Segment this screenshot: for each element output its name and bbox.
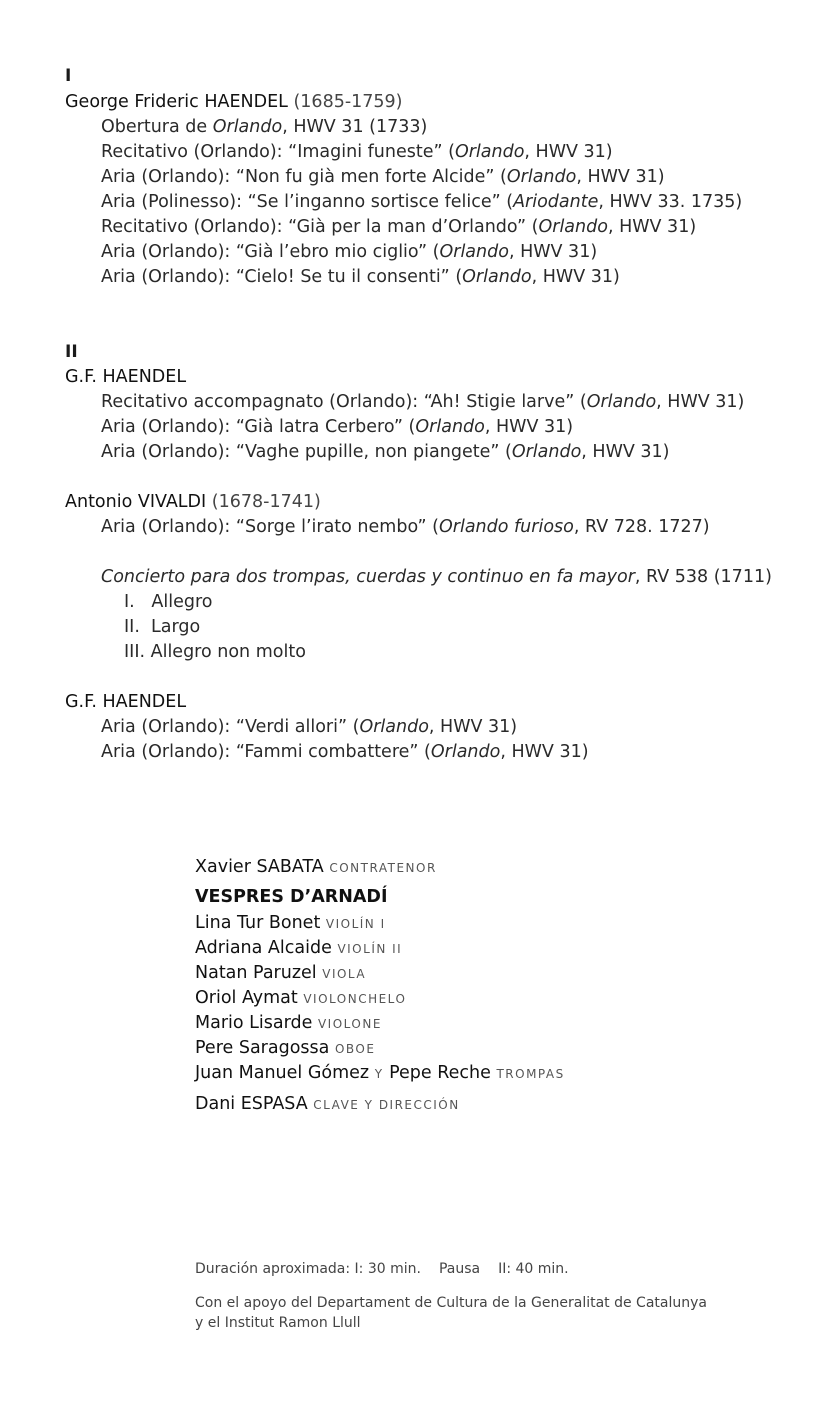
piece-catalog: , HWV 31) [576, 167, 665, 187]
member [195, 963, 366, 983]
work-title: Orlando [506, 167, 577, 187]
movement-item: II. Largo [124, 617, 201, 637]
performer-name: Lina Tur Bonet [195, 913, 321, 933]
performer-name: Pepe Reche [389, 1063, 491, 1083]
piece-catalog: , HWV 31) [484, 417, 574, 437]
work-title: Orlando [212, 117, 283, 137]
concerto-item [101, 565, 772, 590]
piece-item [101, 415, 573, 440]
piece-catalog: , HWV 33. 1735) [598, 192, 743, 212]
performer-role: TROMPAS [496, 1067, 565, 1081]
composer-name: Antonio VIVALDI [65, 492, 207, 512]
member [195, 988, 406, 1008]
duration-part2: II: 40 min. [498, 1261, 569, 1277]
piece-catalog: , HWV 31) [428, 717, 518, 737]
performer-name: Oriol Aymat [195, 988, 298, 1008]
composer-name: George Frideric HAENDEL [65, 92, 288, 112]
performer-name: Juan Manuel Gómez [195, 1063, 370, 1083]
piece-catalog: , HWV 31) [500, 742, 589, 762]
composer-haendel [65, 365, 186, 390]
soloist [195, 857, 437, 877]
movement-item: I. Allegro [124, 592, 213, 612]
composer-haendel [65, 690, 186, 715]
performer-role: VIOLONE [317, 1017, 382, 1031]
piece-item [101, 515, 710, 540]
piece-text: Aria (Orlando): “Già l’ebro mio ciglio” ( [101, 242, 440, 262]
piece-text: Aria (Orlando): “Fammi combattere” ( [101, 742, 431, 762]
piece-item [101, 240, 597, 265]
duration-part1: Duración aproximada: I: 30 min. [195, 1261, 421, 1277]
work-title: Orlando [439, 242, 509, 262]
piece-item [101, 390, 744, 415]
member [195, 1013, 382, 1033]
piece-text: Aria (Orlando): “Cielo! Se tu il consenti” ( [101, 267, 463, 287]
work-title: Orlando [454, 142, 525, 162]
composer-haendel [65, 90, 403, 115]
performer-role: OBOE [334, 1042, 376, 1056]
composer-name: G.F. HAENDEL [65, 692, 187, 712]
performer-name: Adriana Alcaide [195, 938, 332, 958]
composer-dates: (1685-1759) [293, 92, 403, 112]
ensemble-name [195, 887, 387, 907]
pause-label: Pausa [438, 1261, 481, 1277]
performer-name: Xavier SABATA [195, 857, 324, 877]
composer-name: G.F. HAENDEL [65, 367, 187, 387]
work-title: Ariodante [513, 192, 599, 212]
piece-text: Obertura de [101, 117, 213, 137]
member [195, 913, 386, 933]
piece-catalog: , HWV 31) [656, 392, 745, 412]
work-title: Concierto para dos trompas, cuerdas y continuo en fa mayor [101, 567, 635, 587]
conjunction: Y [374, 1067, 384, 1081]
piece-text: Aria (Orlando): “Non fu già men forte Alcide” ( [101, 167, 507, 187]
piece-text: Recitativo accompagnato (Orlando): “Ah! Stigie larve” ( [101, 392, 587, 412]
piece-catalog: , HWV 31) [524, 142, 613, 162]
piece-item [101, 265, 620, 290]
performer-role: VIOLÍN I [325, 917, 386, 931]
part-2-numeral: II [65, 342, 78, 362]
member [195, 938, 402, 958]
work-title: Orlando [359, 717, 429, 737]
piece-item [101, 740, 589, 765]
performer-name: Natan Paruzel [195, 963, 317, 983]
piece-item [101, 190, 742, 215]
work-title: Orlando [586, 392, 657, 412]
support-line-1: Con el apoyo del Departament de Cultura de la Generalitat de Catalunya [195, 1295, 707, 1311]
piece-text: Aria (Orlando): “Vaghe pupille, non piangete” ( [101, 442, 512, 462]
movement-item: III. Allegro non molto [124, 642, 306, 662]
piece-item [101, 440, 670, 465]
piece-text: Aria (Polinesso): “Se l’inganno sortisce felice” ( [101, 192, 514, 212]
work-title: Orlando furioso [439, 517, 574, 537]
duration-note [195, 1259, 569, 1279]
piece-catalog: , RV 728. 1727) [573, 517, 710, 537]
piece-catalog: , HWV 31) [581, 442, 670, 462]
ensemble-title: VESPRES D’ARNADÍ [195, 887, 388, 907]
piece-item [101, 140, 613, 165]
director [195, 1094, 460, 1114]
member [195, 1038, 375, 1058]
performer-role: VIOLA [322, 967, 367, 981]
piece-item [101, 165, 665, 190]
performer-role: CLAVE Y DIRECCIÓN [313, 1098, 460, 1112]
piece-catalog: , HWV 31 (1733) [282, 117, 428, 137]
piece-catalog: , RV 538 (1711) [634, 567, 772, 587]
performer-role: CONTRATENOR [329, 861, 437, 875]
horns [195, 1063, 565, 1083]
composer-vivaldi [65, 490, 321, 515]
work-title: Orlando [538, 217, 608, 237]
work-title: Orlando [462, 267, 532, 287]
piece-catalog: , HWV 31) [531, 267, 620, 287]
piece-text: Aria (Orlando): “Già latra Cerbero” ( [101, 417, 416, 437]
work-title: Orlando [415, 417, 485, 437]
work-title: Orlando [511, 442, 582, 462]
piece-text: Recitativo (Orlando): “Imagini funeste” ( [101, 142, 455, 162]
composer-dates: (1678-1741) [211, 492, 321, 512]
piece-text: Recitativo (Orlando): “Già per la man d’Orlando” ( [101, 217, 539, 237]
support-line-2: y el Institut Ramon Llull [195, 1315, 361, 1331]
piece-catalog: , HWV 31) [508, 242, 598, 262]
piece-catalog: , HWV 31) [607, 217, 697, 237]
performer-name: Dani ESPASA [195, 1094, 308, 1114]
piece-item [101, 215, 696, 240]
performer-name: Pere Saragossa [195, 1038, 330, 1058]
performer-name: Mario Lisarde [195, 1013, 313, 1033]
piece-item [101, 715, 517, 740]
piece-item [101, 115, 427, 140]
performer-role: VIOLÍN II [337, 942, 403, 956]
piece-text: Aria (Orlando): “Sorge l’irato nembo” ( [101, 517, 439, 537]
piece-text: Aria (Orlando): “Verdi allori” ( [101, 717, 360, 737]
performer-role: VIOLONCHELO [303, 992, 407, 1006]
work-title: Orlando [430, 742, 501, 762]
part-1-numeral: I [65, 66, 72, 86]
